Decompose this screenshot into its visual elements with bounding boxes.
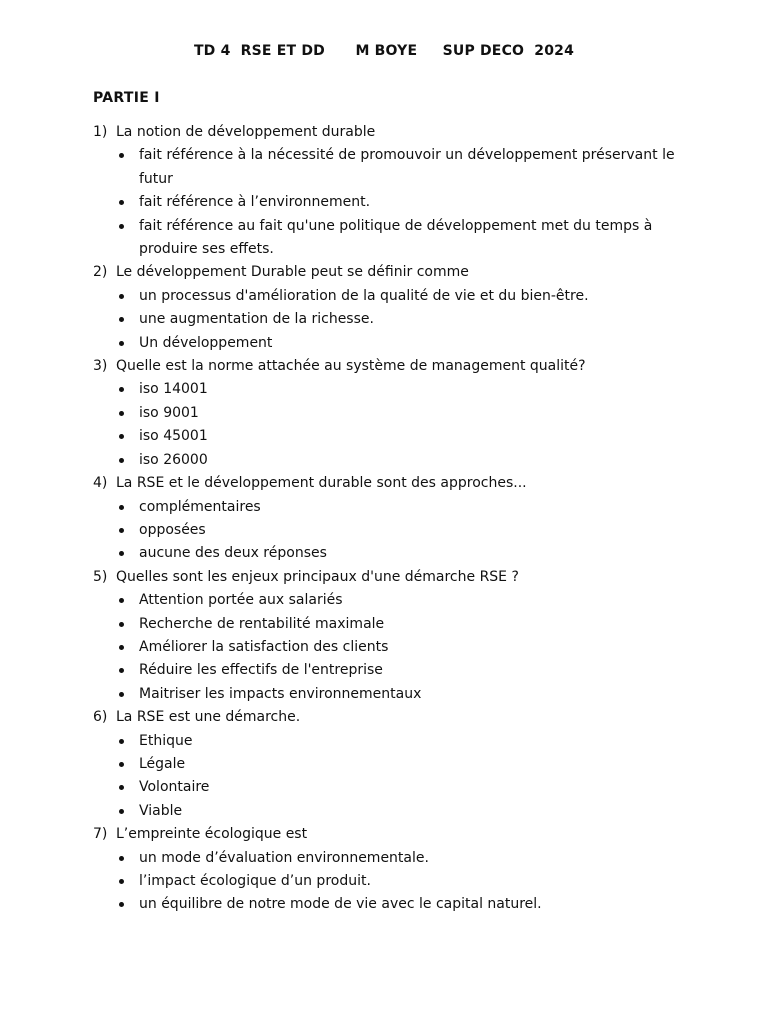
question-text: Le développement Durable peut se définir comme [116, 264, 469, 281]
option-item: Légale [116, 753, 683, 776]
question-2 [93, 261, 683, 355]
option-item: un équilibre de notre mode de vie avec le capital naturel. [116, 893, 683, 916]
question-number: 3) [93, 358, 108, 375]
option-item: iso 14001 [116, 378, 683, 401]
option-item: iso 9001 [116, 402, 683, 425]
option-item: l’impact écologique d’un produit. [116, 870, 683, 893]
option-item: Volontaire [116, 776, 683, 799]
option-item: Réduire les effectifs de l'entreprise [116, 659, 683, 682]
question-number: 4) [93, 475, 108, 492]
option-item: un processus d'amélioration de la qualité de vie et du bien-être. [116, 285, 683, 308]
option-item: complémentaires [116, 496, 683, 519]
question-number: 7) [93, 826, 108, 843]
option-list [116, 730, 683, 824]
question-7 [93, 823, 683, 917]
option-list [116, 285, 683, 355]
question-number: 2) [93, 264, 108, 281]
option-list [116, 589, 683, 706]
option-list [116, 496, 683, 566]
question-number: 1) [93, 124, 108, 140]
option-item: Attention portée aux salariés [116, 589, 683, 612]
option-item: Un développement [116, 332, 683, 355]
option-item: opposées [116, 519, 683, 542]
question-3 [93, 355, 683, 472]
option-item: Ethique [116, 730, 683, 753]
question-4 [93, 472, 683, 566]
option-item: iso 45001 [116, 425, 683, 448]
question-6 [93, 706, 683, 823]
option-item: fait référence au fait qu'une politique de développement met du temps à produire ses effets. [116, 215, 683, 262]
option-item: fait référence à la nécessité de promouvoir un développement préservant le futur [116, 144, 683, 191]
option-item: une augmentation de la richesse. [116, 308, 683, 331]
question-text: L’empreinte écologique est [116, 826, 308, 843]
option-item: Recherche de rentabilité maximale [116, 613, 683, 636]
option-item: fait référence à l’environnement. [116, 191, 683, 214]
question-1 [93, 121, 683, 261]
question-text: La RSE est une démarche. [116, 709, 301, 726]
option-item: Améliorer la satisfaction des clients [116, 636, 683, 659]
option-item: aucune des deux réponses [116, 542, 683, 565]
document-header: TD 4 RSE ET DD M BOYE SUP DECO 2024 [193, 43, 575, 59]
option-item: iso 26000 [116, 449, 683, 472]
question-list [93, 121, 683, 917]
question-text: Quelles sont les enjeux principaux d'une démarche RSE ? [116, 568, 519, 585]
option-item: Viable [116, 800, 683, 823]
question-number: 6) [93, 709, 108, 726]
question-5 [93, 566, 683, 706]
option-list [116, 144, 683, 261]
part-title: PARTIE I [93, 90, 160, 106]
option-item: Maitriser les impacts environnementaux [116, 683, 683, 706]
question-text: La notion de développement durable [116, 124, 376, 140]
question-text: La RSE et le développement durable sont des approches... [116, 475, 527, 492]
option-item: un mode d’évaluation environnementale. [116, 847, 683, 870]
option-list [116, 378, 683, 472]
question-number: 5) [93, 568, 108, 585]
question-text: Quelle est la norme attachée au système de management qualité? [116, 358, 586, 375]
option-list [116, 847, 683, 917]
